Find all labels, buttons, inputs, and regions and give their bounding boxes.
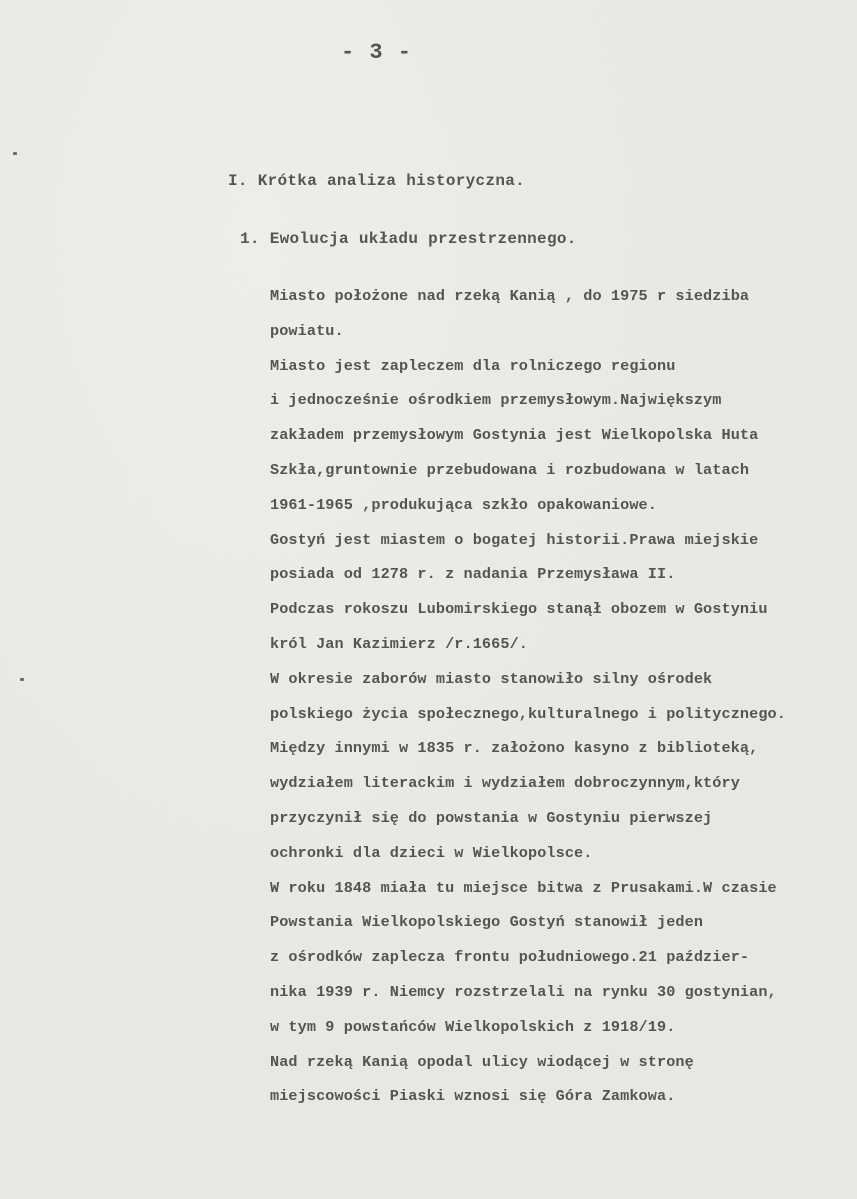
text-line: Nad rzeką Kanią opodal ulicy wiodącej w stronę: [270, 1052, 694, 1071]
text-line: 1961-1965 ,produkująca szkło opakowaniowe.: [270, 495, 657, 514]
text-line: miejscowości Piaski wznosi się Góra Zamkowa.: [270, 1087, 676, 1106]
margin-mark: [13, 152, 17, 155]
text-line: polskiego życia społecznego,kulturalnego i politycznego.: [270, 704, 786, 723]
text-line: Między innymi w 1835 r. założono kasyno z biblioteką,: [270, 739, 759, 758]
text-line: wydziałem literackim i wydziałem dobroczynnym,który: [270, 774, 740, 793]
text-line: w tym 9 powstańców Wielkopolskich z 1918/19.: [270, 1017, 676, 1036]
body-text: [270, 279, 840, 1114]
page-number: - 3 -: [341, 40, 413, 65]
subsection-heading: 1. Ewolucja układu przestrzennego.: [240, 230, 577, 248]
text-line: Miasto jest zapleczem dla rolniczego regionu: [270, 356, 676, 375]
text-line: Gostyń jest miastem o bogatej historii.Prawa miejskie: [270, 530, 759, 549]
text-line: zakładem przemysłowym Gostynia jest Wielkopolska Huta: [270, 426, 759, 445]
text-line: ochronki dla dzieci w Wielkopolsce.: [270, 843, 593, 862]
text-line: Powstania Wielkopolskiego Gostyń stanowił jeden: [270, 913, 704, 932]
text-line: Miasto położone nad rzeką Kanią , do 1975 r siedziba: [270, 287, 750, 305]
text-line: król Jan Kazimierz /r.1665/.: [270, 634, 528, 653]
text-line: W roku 1848 miała tu miejsce bitwa z Prusakami.W czasie: [270, 878, 777, 897]
text-line: i jednocześnie ośrodkiem przemysłowym.Największym: [270, 391, 722, 410]
text-line: posiada od 1278 r. z nadania Przemysława II.: [270, 565, 676, 584]
text-line: Szkła,gruntownie przebudowana i rozbudowana w latach: [270, 460, 750, 479]
margin-mark: [20, 678, 24, 681]
text-line: W okresie zaborów miasto stanowiło silny ośrodek: [270, 669, 713, 688]
text-line: przyczynił się do powstania w Gostyniu pierwszej: [270, 808, 713, 827]
section-heading: I. Krótka analiza historyczna.: [228, 172, 526, 190]
text-line: z ośrodków zaplecza frontu południowego.21 paździer-: [270, 948, 750, 967]
text-line: Podczas rokoszu Lubomirskiego stanął obozem w Gostyniu: [270, 600, 768, 619]
text-line: nika 1939 r. Niemcy rozstrzelali na rynku 30 gostynian,: [270, 982, 777, 1001]
text-line: powiatu.: [270, 321, 344, 340]
